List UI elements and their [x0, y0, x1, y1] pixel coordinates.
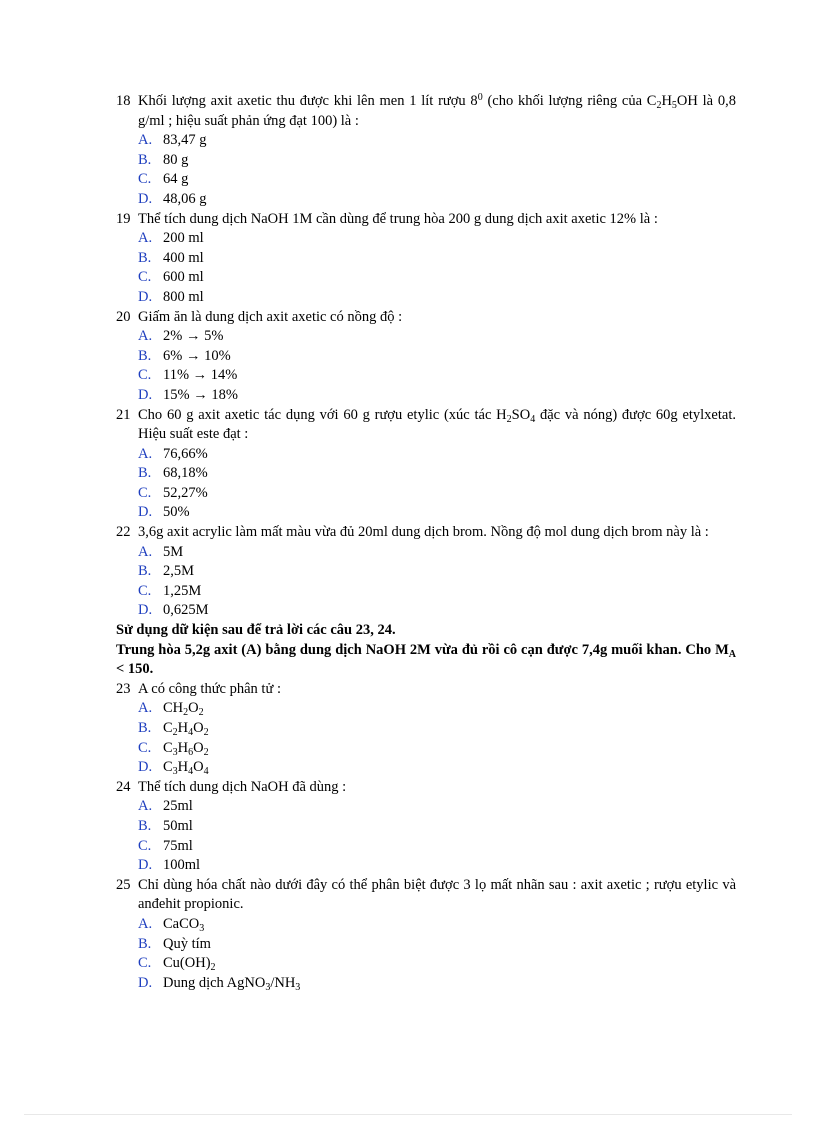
question-text: Khối lượng axit axetic thu được khi lên men 1 lít rượu $8^0$ (cho khối lượng riêng của $C_2H_5OH$ là 0,8 g/ml ; hiệu suất phản ứng đạt 100) là :	[138, 92, 736, 129]
option-d: D. 0,625M	[138, 602, 209, 619]
question-18	[116, 92, 736, 210]
option-d: D. 50%	[138, 504, 190, 521]
option-b: B. 400 ml	[138, 249, 204, 266]
option-a: A. $CH_2O_2$	[138, 700, 204, 719]
question-text: Thể tích dung dịch NaOH đã dùng :	[138, 778, 347, 795]
question-text: Giấm ăn là dung dịch axit axetic có nồng độ :	[138, 308, 403, 325]
option-a: A. 5M	[138, 543, 184, 560]
option-b: B. 50ml	[138, 817, 193, 834]
question-24	[116, 778, 736, 876]
option-b: B. Quỳ tím	[138, 935, 211, 952]
question-text: Thể tích dung dịch NaOH 1M cần dùng để trung hòa 200 g dung dịch axit axetic 12% là :	[138, 210, 658, 227]
option-a: A. 25ml	[138, 798, 193, 815]
question-20	[116, 308, 736, 406]
question-number: 19	[116, 210, 131, 227]
question-25	[116, 876, 736, 994]
question-number: 18	[116, 93, 131, 109]
option-d: D. Dung dịch $AgNO_3/NH_3$	[138, 974, 301, 993]
option-c: C. 64 g	[138, 171, 189, 188]
question-text: Cho 60 g axit axetic tác dụng với 60 g rượu etylic (xúc tác $H_2SO_4$ đặc và nóng) được 60g etylxetat. Hiệu suất este đạt :	[138, 406, 736, 443]
option-a: A. 76,66%	[138, 445, 208, 462]
question-number: 24	[116, 778, 131, 795]
question-number: 20	[116, 308, 131, 325]
option-c: C. 52,27%	[138, 484, 208, 501]
option-c: C. 600 ml	[138, 269, 204, 286]
question-number: 23	[116, 680, 131, 697]
question-text: Chỉ dùng hóa chất nào dưới đây có thể phân biệt được 3 lọ mất nhãn sau : axit axetic ; rượu etylic và anđehit propionic.	[138, 876, 736, 913]
question-number: 21	[116, 406, 131, 423]
option-c: C. $C_3H_6O_2$	[138, 739, 209, 758]
option-c: C. 1,25M	[138, 582, 202, 599]
option-b: B. 6% → 10%	[138, 347, 231, 364]
option-a: A. 2% → 5%	[138, 328, 224, 345]
question-text: 3,6g axit acrylic làm mất màu vừa đủ 20ml dung dịch brom. Nồng độ mol dung dịch brom này là :	[138, 524, 709, 541]
option-a: A. 83,47 g	[138, 132, 207, 149]
question-23	[116, 680, 736, 778]
shared-data-statement: Trung hòa 5,2g axit (A) bằng dung dịch NaOH 2M vừa đủ rồi cô cạn được 7,4g muối khan. Cho $M_A < 150$.	[116, 641, 736, 678]
option-d: D. $C_3H_4O_4$	[138, 759, 209, 778]
option-b: B. 80 g	[138, 151, 189, 168]
option-d: D. 48,06 g	[138, 190, 207, 207]
question-22	[116, 523, 736, 621]
option-c: C. 11% → 14%	[138, 367, 238, 384]
question-content	[116, 92, 736, 993]
question-21	[116, 406, 736, 524]
option-d: D. 800 ml	[138, 288, 204, 305]
question-number: 25	[116, 876, 131, 893]
option-c: C. 75ml	[138, 837, 193, 854]
shared-data-intro: Sử dụng dữ kiện sau để trả lời các câu 23, 24.	[116, 622, 396, 639]
option-b: B. 2,5M	[138, 563, 195, 580]
option-b: B. 68,18%	[138, 465, 208, 482]
option-a: A. CaCO$_3$	[138, 915, 205, 934]
option-d: D. 100ml	[138, 857, 201, 874]
question-text: A có công thức phân tử :	[138, 680, 281, 697]
question-19	[116, 210, 736, 308]
option-a: A. 200 ml	[138, 230, 204, 247]
option-c: C. $Cu(OH)_2$	[138, 955, 216, 974]
option-d: D. 15% → 18%	[138, 386, 238, 403]
option-b: B. $C_2H_4O_2$	[138, 720, 209, 738]
question-number: 22	[116, 524, 131, 541]
page-bottom-divider	[24, 1114, 792, 1115]
